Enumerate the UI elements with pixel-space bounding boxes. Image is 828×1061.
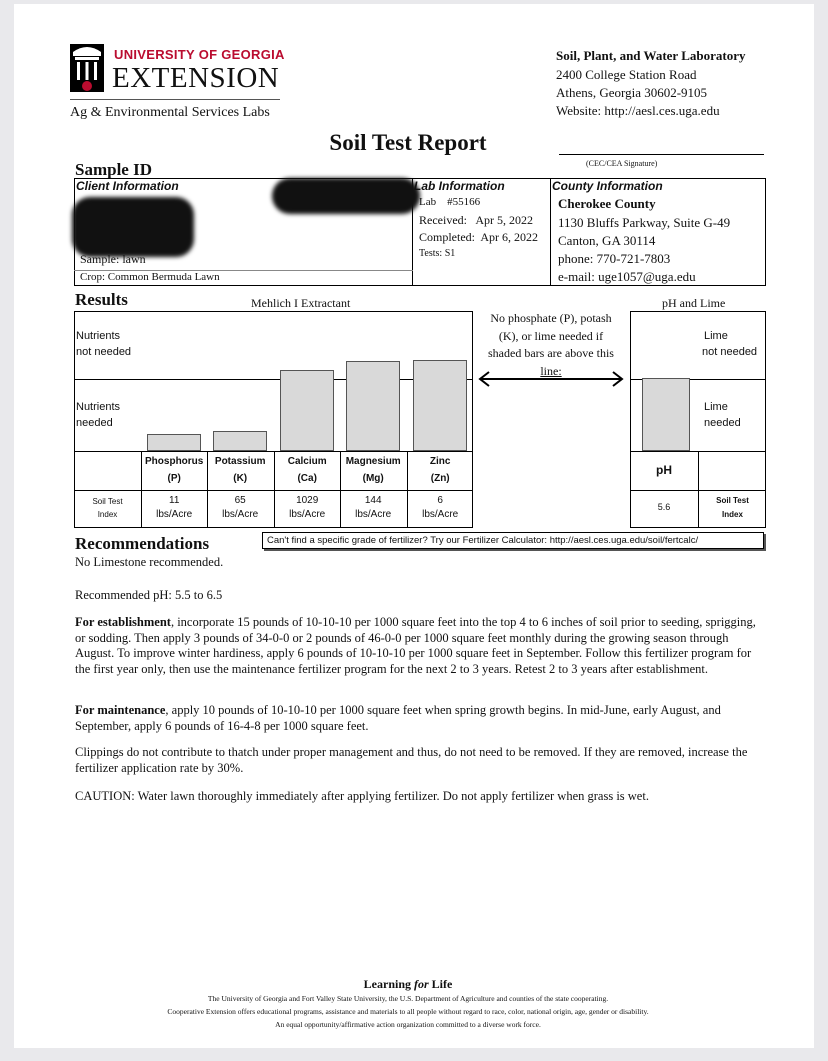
report-page [14, 4, 814, 1048]
nutrients-not-needed-label-2: not needed [76, 346, 132, 358]
signature-line [559, 154, 764, 155]
nutrient-value: 1029 [296, 495, 319, 506]
lab-name: Soil, Plant, and Water Laboratory [556, 48, 746, 63]
lab-completed: Completed: Apr 6, 2022 [419, 230, 538, 244]
nutrients-not-needed-label-1: Nutrients [76, 330, 121, 342]
lab-info-heading: Lab Information [414, 179, 505, 193]
footer-line-2: Cooperative Extension offers educational programs, assistance and materials to all people without regard to race, color, national origin, age, gender or disability. [167, 1007, 649, 1016]
nutrient-name: Phosphorus [145, 456, 204, 467]
county-name: Cherokee County [558, 196, 656, 211]
threshold-note-line-2: (K), or lime needed if [498, 328, 604, 343]
rec-establishment-label: For establishment [75, 615, 171, 629]
nutrient-name: Potassium [214, 456, 266, 467]
client-crop: Crop: Common Bermuda Lawn [80, 271, 220, 283]
nutrient-name: Calcium [287, 456, 327, 467]
nutrient-name: Zinc [429, 456, 451, 467]
lime-needed-label-1: Lime [704, 401, 728, 413]
results-heading: Results [75, 290, 128, 309]
ph-index-label-2: Index [722, 510, 743, 519]
nutrient-bar-magnesium [346, 361, 400, 451]
labs-subtitle: Ag & Environmental Services Labs [70, 105, 270, 120]
footer-motto-b: for [414, 977, 429, 991]
nutrient-bar-calcium [280, 370, 334, 451]
ph-index-label-1: Soil Test [716, 496, 749, 505]
nutrient-symbol: (Ca) [297, 473, 317, 484]
nutrient-value: 11 [169, 495, 180, 506]
rec-limestone: No Limestone recommended. [75, 555, 224, 569]
sample-id-label: Sample ID [75, 160, 152, 179]
nutrient-unit: lbs/Acre [156, 509, 193, 520]
double-arrow-icon [477, 370, 625, 388]
rec-establishment-text: , incorporate 15 pounds of 10-10-10 per 1000 square feet into the top 4 to 6 inches of soil prior to seeding, sprigging, or sodding. Then apply 3 pounds of 34-0-0 or 2 pounds of 46-0-0 per 1000 square feet monthly during the growing season through August. To improve winter hardiness, apply 6 pounds of 10-10-10 per 1000 square feet in September. Follow this fertilizer program for the first year only, then use the maintenance fertilizer program for the next 2 to 3 years. Retest 2 to 3 years after establishment. [75, 615, 756, 677]
client-sample: Sample: lawn [80, 252, 146, 266]
county-phone: phone: 770-721-7803 [558, 251, 671, 266]
footer-motto-a: Learning [363, 977, 414, 991]
lab-website: Website: http://aesl.ces.uga.edu [556, 103, 720, 118]
footer-motto-c: Life [428, 977, 453, 991]
lab-address-1: 2400 College Station Road [556, 67, 697, 82]
lime-not-needed-label-1: Lime [704, 330, 728, 342]
nutrient-bar-potassium [213, 431, 267, 451]
nutrient-bar-phosphorus [147, 434, 201, 451]
lab-address-2: Athens, Georgia 30602-9105 [556, 85, 708, 100]
nutrient-value: 144 [364, 495, 382, 506]
rec-maintenance-label: For maintenance [75, 703, 166, 717]
nutrient-symbol: (Zn) [430, 473, 450, 484]
county-address-1: 1130 Bluffs Parkway, Suite G-49 [558, 215, 731, 230]
redaction-name [272, 178, 420, 214]
nutrient-unit: lbs/Acre [222, 509, 259, 520]
ph-bar [642, 378, 690, 451]
client-info-heading: Client Information [76, 179, 179, 193]
ph-lime-label: pH and Lime [662, 296, 726, 310]
footer-line-1: The University of Georgia and Fort Valley State University, the U.S. Department of Agriculture and counties of the state cooperating. [207, 994, 609, 1003]
uga-arch-logo-icon [70, 44, 104, 92]
county-address-2: Canton, GA 30114 [558, 233, 656, 248]
lab-tests: Tests: S1 [419, 248, 456, 259]
county-info-heading: County Information [552, 179, 663, 193]
nutrient-unit: lbs/Acre [422, 509, 459, 520]
lab-number: Lab #55166 [419, 196, 481, 208]
index-label-2: Index [97, 510, 118, 519]
extension-wordmark: EXTENSION [112, 62, 280, 94]
nutrients-needed-label-1: Nutrients [76, 401, 121, 413]
fertilizer-calculator-note[interactable]: Can't find a specific grade of fertilizer? Try our Fertilizer Calculator: http://aesl.ces.uga.edu/soil/fertcalc/ [262, 532, 764, 549]
nutrient-name: Magnesium [345, 456, 401, 467]
extractant-label: Mehlich I Extractant [251, 296, 351, 310]
nutrient-unit: lbs/Acre [289, 509, 326, 520]
rec-clippings: Clippings do not contribute to thatch under proper management and thus, do not need to be removed. If they are removed, increase the fertilizer application rate by 30%. [75, 745, 748, 775]
nutrient-symbol: (K) [233, 473, 248, 484]
index-label-1: Soil Test [92, 497, 123, 506]
nutrient-value: 6 [437, 495, 443, 506]
rec-maintenance-text: , apply 10 pounds of 10-10-10 per 1000 square feet when spring growth begins. In mid-June, early August, and September, apply 6 pounds of 16-4-8 per 1000 square feet. [75, 703, 721, 733]
nutrient-bar-zinc [413, 360, 467, 451]
recommendations-heading: Recommendations [75, 534, 210, 553]
nutrient-symbol: (Mg) [362, 473, 384, 484]
nutrient-unit: lbs/Acre [355, 509, 392, 520]
county-email: e-mail: uge1057@uga.edu [558, 269, 696, 284]
info-divider-2 [550, 178, 551, 286]
footer-line-3: An equal opportunity/affirmative action organization committed to a diverse work force. [275, 1020, 541, 1029]
nutrient-value: 65 [234, 495, 246, 506]
nutrients-needed-label-2: needed [76, 417, 113, 429]
threshold-note-line-4: line: [540, 363, 562, 378]
nutrient-symbol: (P) [167, 473, 181, 484]
signature-label: (CEC/CEA Signature) [586, 159, 658, 168]
university-name: UNIVERSITY OF GEORGIA [114, 47, 285, 62]
ph-value: 5.6 [657, 502, 671, 512]
footer-motto [14, 977, 802, 992]
rec-caution: CAUTION: Water lawn thoroughly immediately after applying fertilizer. Do not apply fertilizer when grass is wet. [75, 789, 649, 803]
rec-ph-range: Recommended pH: 5.5 to 6.5 [75, 588, 223, 602]
rec-maintenance [75, 703, 765, 734]
report-title: Soil Test Report [329, 130, 487, 155]
lime-needed-label-2: needed [704, 417, 741, 429]
threshold-note-line-3: shaded bars are above this [488, 346, 614, 360]
lab-received: Received: Apr 5, 2022 [419, 213, 533, 227]
threshold-note-line-1: No phosphate (P), potash [490, 311, 612, 325]
logo-divider [70, 99, 280, 100]
rec-establishment [75, 615, 765, 678]
redaction-address [72, 197, 194, 257]
ph-header: pH [656, 463, 672, 477]
lime-not-needed-label-2: not needed [702, 346, 758, 358]
